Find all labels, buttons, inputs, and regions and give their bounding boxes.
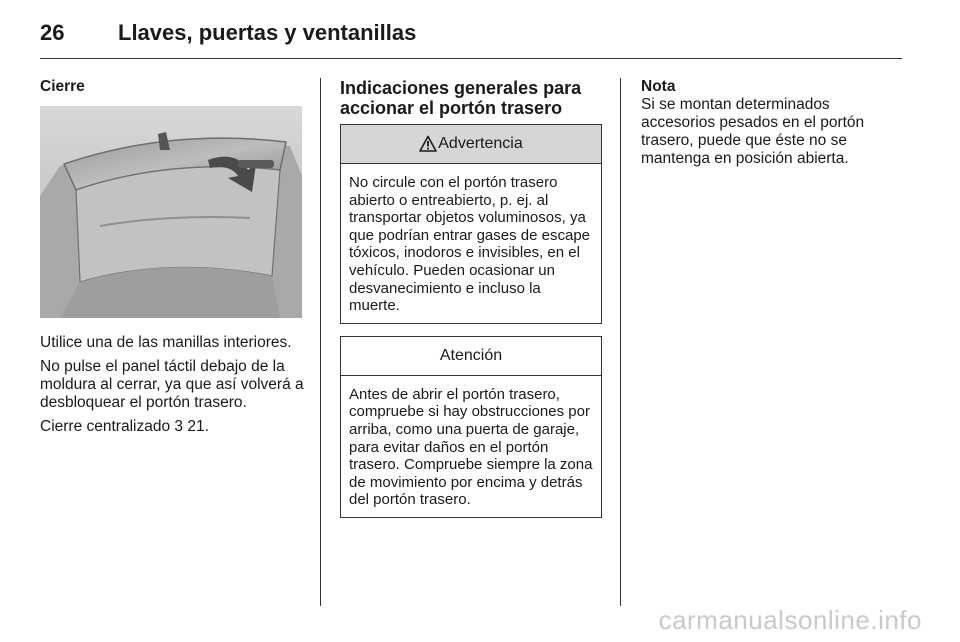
page-number: 26 (40, 20, 65, 45)
cross-reference-text: Cierre centralizado (40, 418, 175, 435)
paragraph-2: No pulse el panel táctil debajo de la moldura al cerrar, ya que así volverá a desbloquear el portón trasero. (40, 358, 304, 411)
section-subheading: Cierre (40, 78, 85, 95)
warning-text: No circule con el portón trasero abierto o entreabierto, p. ej. al transportar objetos voluminosos, ya que podrían entrar gases de escape tóxicos, inodoros e invisibles, en el vehículo. Pueden ocasionar un desvanecimiento e incluso la muerte. (349, 174, 591, 315)
warning-box (340, 124, 602, 324)
attention-text: Antes de abrir el portón trasero, compruebe si hay obstrucciones por arriba, como una puerta de garaje, para evitar daños en el portón trasero. Compruebe siempre la zona de movimiento por encima y detrás del portón trasero. (349, 385, 593, 509)
header-rule (40, 58, 902, 59)
warning-title: Advertencia (438, 135, 523, 152)
warning-triangle-icon (419, 135, 437, 153)
paragraph-3 (40, 418, 304, 436)
attention-title: Atención (439, 346, 503, 364)
watermark: carmanualsonline.info (658, 605, 922, 635)
chapter-title: Llaves, puertas y ventanillas (118, 20, 417, 45)
column-divider-2 (620, 78, 621, 606)
column-divider-1 (320, 78, 321, 606)
attention-box (340, 336, 602, 518)
tailgate-photo (40, 106, 302, 318)
warning-box-header (341, 125, 601, 164)
page-reference-number: 21. (183, 418, 209, 435)
column-3 (641, 78, 903, 168)
page-reference-arrow-icon: 3 (174, 418, 184, 435)
column-2 (340, 78, 602, 518)
column-1 (40, 78, 304, 436)
note-label: Nota (641, 78, 676, 95)
paragraph-1: Utilice una de las manillas interiores. (40, 334, 292, 351)
section-heading: Indicaciones generales para accionar el portón trasero (340, 78, 582, 118)
note-text: Si se montan determinados accesorios pesados en el portón trasero, puede que éste no se mantenga en posición abierta. (641, 96, 865, 167)
attention-box-header (341, 337, 601, 376)
